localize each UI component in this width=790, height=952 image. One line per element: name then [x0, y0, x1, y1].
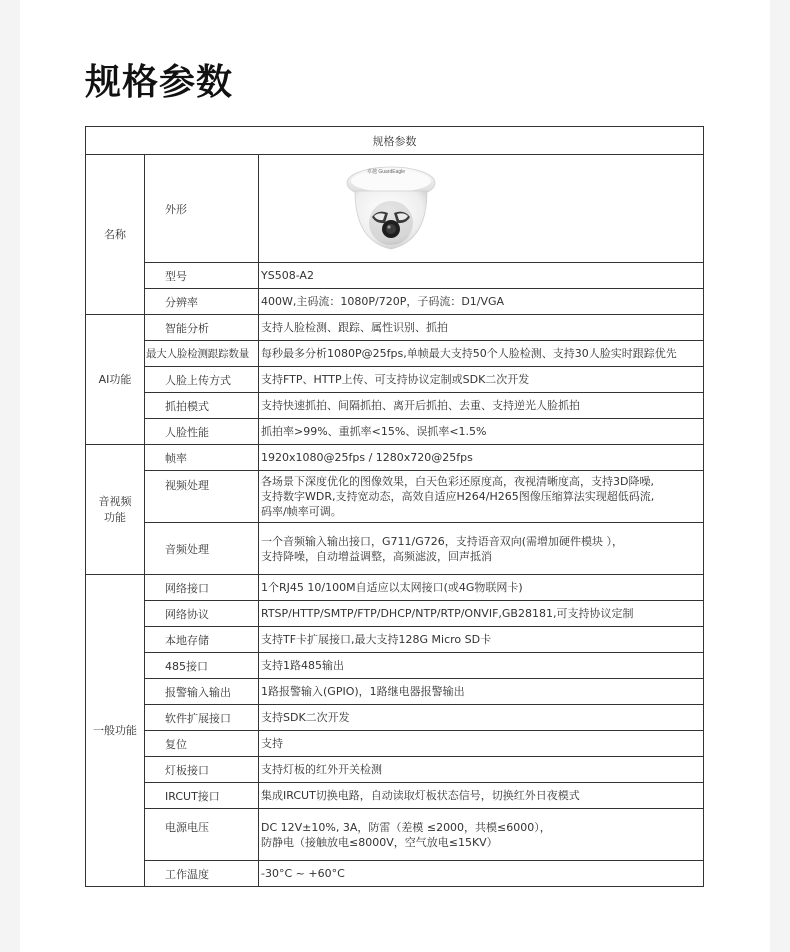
table-row — [86, 289, 704, 315]
value-line: 支持降噪，自动增益调整，高频滤波，回声抵消 — [261, 549, 492, 563]
spec-value: 支持SDK二次开发 — [259, 705, 704, 731]
table-row — [86, 653, 704, 679]
spec-name: 人脸上传方式 — [145, 367, 259, 393]
spec-value — [259, 809, 704, 861]
value-line: 支持数字WDR,支持宽动态，高效自适应H264/H265图像压缩算法实现超低码流, — [261, 490, 655, 503]
category-line: 功能 — [104, 510, 126, 524]
value-line: 防静电（接触放电≤8000V，空气放电≤15KV） — [261, 835, 498, 849]
value-line: 各场景下深度优化的图像效果，白天色彩还原度高，夜视清晰度高，支持3D降噪, — [261, 475, 654, 488]
spec-name: 灯板接口 — [145, 757, 259, 783]
spec-value: 支持人脸检测、跟踪、属性识别、抓拍 — [259, 315, 704, 341]
spec-value: 支持1路485输出 — [259, 653, 704, 679]
spec-value: 抓拍率>99%、重抓率<15%、误抓率<1.5% — [259, 419, 704, 445]
spec-value: 1路报警输入(GPIO)，1路继电器报警输出 — [259, 679, 704, 705]
table-row — [86, 757, 704, 783]
spec-value — [259, 471, 704, 523]
table-row — [86, 627, 704, 653]
spec-value: 400W,主码流：1080P/720P，子码流：D1/VGA — [259, 289, 704, 315]
category-audio-video — [86, 445, 145, 575]
camera-brand-label: 卓越 GuardEagle — [367, 168, 406, 175]
table-row — [86, 809, 704, 861]
spec-value: -30°C ~ +60°C — [259, 861, 704, 887]
spec-name: 外形 — [145, 155, 259, 263]
spec-name: 复位 — [145, 731, 259, 757]
table-row — [86, 679, 704, 705]
spec-name: 本地存储 — [145, 627, 259, 653]
spec-value: 支持FTP、HTTP上传、可支持协议定制或SDK二次开发 — [259, 367, 704, 393]
spec-value: 集成IRCUT切换电路，自动读取灯板状态信号，切换红外日夜模式 — [259, 783, 704, 809]
spec-name: 网络协议 — [145, 601, 259, 627]
table-row — [86, 783, 704, 809]
spec-name: 智能分析 — [145, 315, 259, 341]
spec-name: 工作温度 — [145, 861, 259, 887]
table-header-row — [86, 127, 704, 155]
spec-name: IRCUT接口 — [145, 783, 259, 809]
table-row — [86, 263, 704, 289]
spec-name: 软件扩展接口 — [145, 705, 259, 731]
spec-value: 支持TF卡扩展接口,最大支持128G Micro SD卡 — [259, 627, 704, 653]
spec-name: 网络接口 — [145, 575, 259, 601]
page — [20, 0, 770, 952]
value-line: DC 12V±10%, 3A，防雷（差模 ≤2000，共模≤6000）， — [261, 820, 551, 834]
category-general: 一般功能 — [86, 575, 145, 887]
spec-value: 每秒最多分析1080P@25fps,单帧最大支持50个人脸检测、支持30人脸实时跟踪优先 — [259, 341, 704, 367]
spec-name: 帧率 — [145, 445, 259, 471]
camera-image-cell — [259, 155, 704, 263]
spec-name: 视频处理 — [145, 471, 259, 523]
spec-name: 485接口 — [145, 653, 259, 679]
spec-value — [259, 523, 704, 575]
spec-name: 音频处理 — [145, 523, 259, 575]
spec-value: YS508-A2 — [259, 263, 704, 289]
spec-value: 支持 — [259, 731, 704, 757]
table-row — [86, 861, 704, 887]
dome-camera-image — [343, 161, 439, 257]
spec-name: 型号 — [145, 263, 259, 289]
table-row — [86, 367, 704, 393]
spec-table — [85, 126, 704, 887]
spec-value: 1920x1080@25fps / 1280x720@25fps — [259, 445, 704, 471]
table-row — [86, 393, 704, 419]
spec-value: 1个RJ45 10/100M自适应以太网接口(或4G物联网卡) — [259, 575, 704, 601]
spec-name: 报警输入输出 — [145, 679, 259, 705]
table-row — [86, 705, 704, 731]
spec-name: 人脸性能 — [145, 419, 259, 445]
spec-value: 支持快速抓拍、间隔抓拍、离开后抓拍、去重、支持逆光人脸抓拍 — [259, 393, 704, 419]
table-row — [86, 341, 704, 367]
category-name: 名称 — [86, 155, 145, 315]
table-row — [86, 471, 704, 523]
spec-name: 分辨率 — [145, 289, 259, 315]
page-title: 规格参数 — [85, 62, 234, 103]
spec-name: 抓拍模式 — [145, 393, 259, 419]
table-row — [86, 601, 704, 627]
spec-value: RTSP/HTTP/SMTP/FTP/DHCP/NTP/RTP/ONVIF,GB28181,可支持协议定制 — [259, 601, 704, 627]
table-row — [86, 155, 704, 263]
table-row — [86, 731, 704, 757]
category-line: 音视频 — [98, 494, 132, 508]
spec-name: 电源电压 — [145, 809, 259, 861]
table-row — [86, 315, 704, 341]
table-row — [86, 445, 704, 471]
spec-name: 最大人脸检测跟踪数量 — [145, 341, 259, 367]
table-header: 规格参数 — [86, 127, 704, 155]
value-line: 一个音频输入输出接口，G711/G726，支持语音双向(需增加硬件模块 ）， — [261, 534, 624, 548]
table-row — [86, 575, 704, 601]
table-row — [86, 419, 704, 445]
table-row — [86, 523, 704, 575]
value-line: 码率/帧率可调。 — [261, 505, 342, 518]
spec-value: 支持灯板的红外开关检测 — [259, 757, 704, 783]
category-ai: AI功能 — [86, 315, 145, 445]
